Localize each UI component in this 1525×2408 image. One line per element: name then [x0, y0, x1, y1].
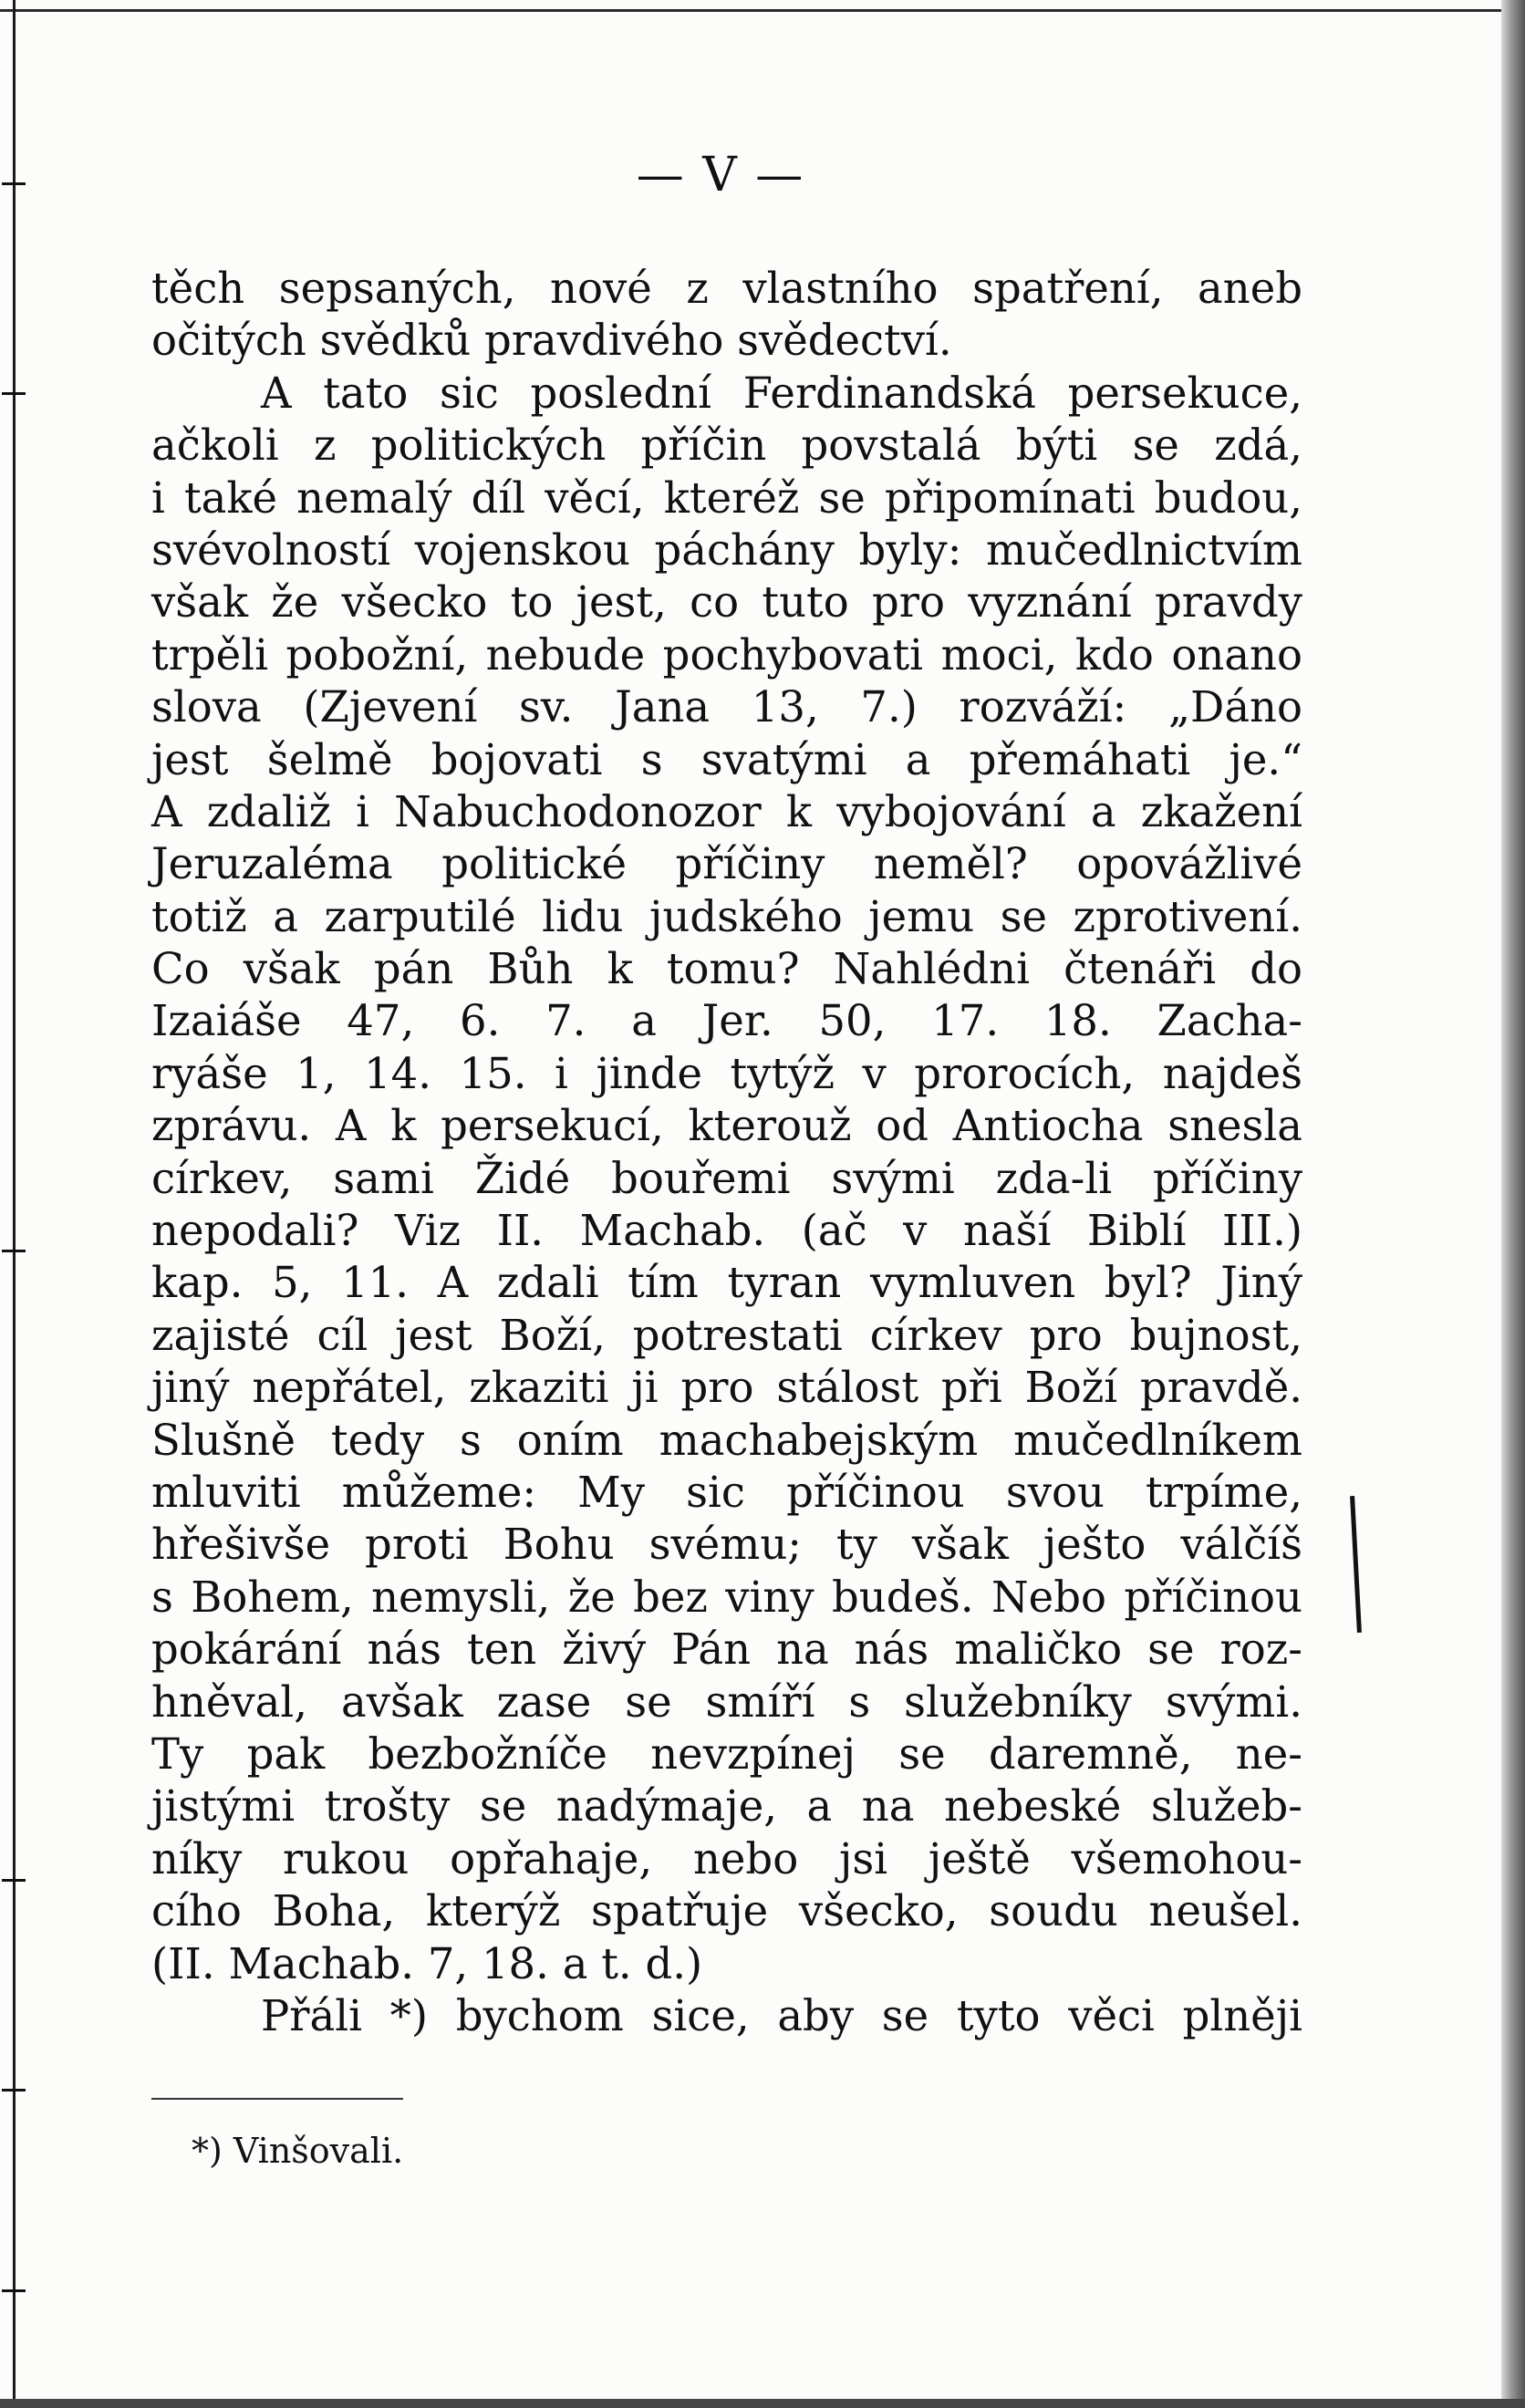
text-line: svévolností vojenskou páchány byly: mučedlnictvím	[151, 524, 1302, 575]
footnote: *) Vinšovali.	[192, 2131, 404, 2171]
text-line: však že všecko to jest, co tuto pro vyznání pravdy	[151, 577, 1302, 628]
body-text	[151, 263, 1302, 2042]
text-line: i také nemalý díl věcí, kteréž se připomínati budou,	[151, 472, 1302, 523]
footnote-rule	[151, 2098, 403, 2100]
page-number-header: — V —	[636, 148, 805, 202]
text-line: kap. 5, 11. A zdali tím tyran vymluven byl? Jiný	[151, 1258, 1302, 1308]
text-line: ryáše 1, 14. 15. i jinde tytýž v prorocích, najdeš	[151, 1048, 1302, 1098]
text-line: Ty pak bezbožníče nevzpínej se daremně, ne-	[151, 1728, 1302, 1779]
binding-tick	[2, 2289, 26, 2292]
text-line: (II. Machab. 7, 18. a t. d.)	[151, 1938, 703, 1988]
text-line: zprávu. A k persekucí, kterouž od Antiocha snesla	[151, 1101, 1302, 1151]
binding-tick	[2, 2089, 26, 2091]
text-line: slova (Zjevení sv. Jana 13, 7.) rozváží: „Dáno	[151, 682, 1302, 732]
text-line: Co však pán Bůh k tomu? Nahlédni čtenáři do	[151, 944, 1302, 994]
text-line: trpěli pobožní, nebude pochybovati moci, kdo onano	[151, 629, 1302, 680]
text-line: Slušně tedy s oním machabejským mučedlníkem	[151, 1415, 1302, 1465]
text-line: církev, sami Židé bouřemi svými zda-li příčiny	[151, 1153, 1302, 1203]
text-line: Izaiáše 47, 6. 7. a Jer. 50, 17. 18. Zacha-	[151, 996, 1302, 1046]
text-line: jistými trošty se nadýmaje, a na nebeské služeb-	[151, 1781, 1302, 1832]
scan-edge-right	[1501, 0, 1525, 2408]
binding-tick	[2, 1879, 26, 1882]
text-line: níky rukou opřahaje, nebo jsi ještě všemohou-	[151, 1833, 1302, 1884]
binding-tick	[2, 1250, 26, 1252]
text-line: ačkoli z politických příčin povstalá býti se zdá,	[151, 420, 1302, 471]
text-line: pokárání nás ten živý Pán na nás maličko se roz-	[151, 1624, 1302, 1675]
scan-edge-top	[0, 9, 1505, 12]
text-line: A tato sic poslední Ferdinandská persekuce,	[261, 368, 1302, 418]
text-line: těch sepsaných, nové z vlastního spatření, aneb	[151, 264, 1302, 313]
text-line: Jeruzaléma politické příčiny neměl? opovážlivé	[151, 839, 1302, 889]
text-line: jest šelmě bojovati s svatými a přemáhati je.“	[151, 734, 1302, 784]
text-line: Přáli *) bychom sice, aby se tyto věci plněji	[261, 1990, 1302, 2040]
text-line: očitých svědků pravdivého svědectví.	[151, 316, 952, 366]
text-line: hřešivše proti Bohu svému; ty však ješto válčíš	[151, 1520, 1302, 1570]
binding-tick	[2, 392, 26, 395]
text-line: A zdaliž i Nabuchodonozor k vybojování a zkažení	[151, 786, 1302, 836]
text-line: totiž a zarputilé lidu judského jemu se zprotivení.	[151, 891, 1302, 941]
text-line: hněval, avšak zase se smíří s služebníky svými.	[151, 1676, 1302, 1727]
text-line: jiný nepřátel, zkaziti ji pro stálost při Boží pravdě.	[151, 1363, 1302, 1413]
text-line: cího Boha, kterýž spatřuje všecko, soudu neušel.	[151, 1886, 1302, 1936]
scan-edge-bottom	[0, 2399, 1525, 2408]
text-line: mluviti můžeme: My sic příčinou svou trpíme,	[151, 1467, 1302, 1517]
margin-pen-mark	[1350, 1496, 1362, 1633]
text-line: s Bohem, nemysli, že bez viny budeš. Nebo příčinou	[151, 1572, 1302, 1622]
scan-edge-left	[13, 0, 16, 2408]
text-line: nepodali? Viz II. Machab. (ač v naší Biblí III.)	[151, 1206, 1302, 1256]
text-line: zajisté cíl jest Boží, potrestati církev pro bujnost,	[151, 1310, 1302, 1360]
